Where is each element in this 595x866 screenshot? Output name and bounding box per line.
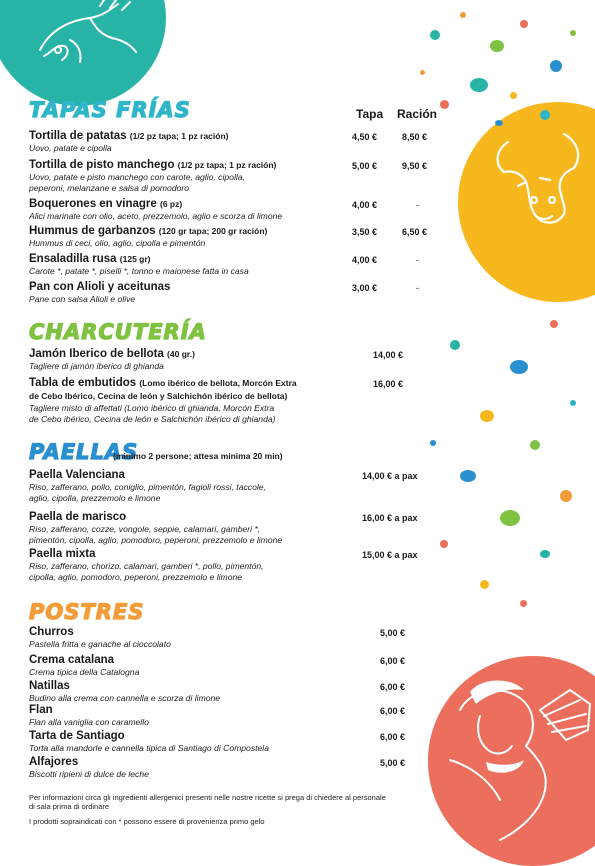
item-description: Riso, zafferano, cozze, vongole, seppie, calamari, gamberi *, bbox=[29, 524, 261, 534]
item-name: Natillas bbox=[29, 680, 70, 692]
price-tapa: 3,00 € bbox=[352, 283, 378, 293]
item-name: Paella mixta bbox=[29, 548, 96, 560]
item-description: Budino alla crema con cannella e scorza di limone bbox=[29, 693, 221, 703]
section-title-paellas: PAELLAS bbox=[29, 440, 139, 464]
menu-item bbox=[29, 511, 349, 545]
price-racion: - bbox=[416, 200, 419, 210]
price: 6,00 € bbox=[380, 656, 406, 666]
paint-splash-decoration bbox=[410, 300, 595, 620]
allergen-note: Per informazioni circa gli ingredienti allergenici presenti nelle nostre ricette si prega di chiedere al personale bbox=[29, 793, 386, 802]
item-description: Riso, zafferano, pollo, coniglio, pimentón, fagioli rossi, taccole, bbox=[29, 482, 266, 492]
menu-item bbox=[29, 756, 349, 780]
column-header-racion: Ración bbox=[397, 107, 438, 121]
item-note: (Lomo ibérico de bellota, Morcón Extra bbox=[139, 378, 297, 388]
item-name: Churros bbox=[29, 626, 74, 638]
menu-item bbox=[29, 680, 349, 704]
item-description: Tagliere di jamón iberico di ghianda bbox=[29, 361, 164, 371]
menu-item bbox=[29, 253, 349, 277]
item-name: Tortilla de pisto manchego bbox=[29, 159, 175, 171]
menu-item bbox=[29, 159, 349, 193]
item-name: Paella de marisco bbox=[29, 511, 127, 523]
menu-item bbox=[29, 281, 349, 305]
price: 14,00 € bbox=[373, 350, 404, 360]
price-racion: - bbox=[416, 283, 419, 293]
item-description: Tagliere misto di affettati (Lomo ibérico di ghianda, Morcón Extra bbox=[29, 403, 275, 413]
price-racion: 8,50 € bbox=[402, 132, 428, 142]
item-description: Uovo, patate e cipolla bbox=[29, 143, 112, 153]
menu-item bbox=[29, 225, 349, 249]
price: 6,00 € bbox=[380, 732, 406, 742]
allergen-note: di sala prima di ordinare bbox=[29, 802, 110, 811]
price: 14,00 € a pax bbox=[362, 471, 418, 481]
menu-item bbox=[29, 377, 369, 424]
menu-item bbox=[29, 704, 349, 728]
price-tapa: 5,00 € bbox=[352, 161, 378, 171]
price: 16,00 € a pax bbox=[362, 513, 418, 523]
item-description: pimentón, cipolla, aglio, pomodoro, peperoni, prezzemolo e limone bbox=[29, 534, 283, 545]
section-title-postres: POSTRES bbox=[29, 600, 145, 624]
item-description: Pastella fritta e ganache al cioccolato bbox=[29, 639, 171, 649]
item-name: Alfajores bbox=[29, 756, 79, 768]
item-note: (120 gr tapa; 200 gr ración) bbox=[158, 226, 268, 236]
price-racion: 6,50 € bbox=[402, 227, 428, 237]
item-note: de Cebo Ibérico, Cecina de león y Salchichón ibérico de bellota) bbox=[29, 391, 288, 401]
menu-item bbox=[29, 348, 349, 372]
column-header-tapa: Tapa bbox=[356, 107, 384, 121]
paellas-subtitle: (minimo 2 persone; attesa minima 20 min) bbox=[113, 451, 283, 461]
menu-item bbox=[29, 626, 349, 650]
price: 16,00 € bbox=[373, 379, 404, 389]
menu-item bbox=[29, 548, 349, 582]
item-note: (1/2 pz tapa; 1 pz ración) bbox=[177, 160, 277, 170]
price-racion: 9,50 € bbox=[402, 161, 428, 171]
item-name: Hummus de garbanzos bbox=[29, 225, 156, 237]
menu-item bbox=[29, 130, 349, 154]
menu-item bbox=[29, 469, 349, 503]
item-name: Pan con Alioli y aceitunas bbox=[29, 281, 171, 293]
horse-head-icon bbox=[30, 0, 150, 72]
item-name: Paella Valenciana bbox=[29, 469, 125, 481]
item-name: Tarta de Santiago bbox=[29, 730, 125, 742]
item-description: aglio, cipolla, prezzemolo e limone bbox=[29, 492, 161, 503]
price-tapa: 3,50 € bbox=[352, 227, 378, 237]
item-name: Ensaladilla rusa bbox=[29, 253, 117, 265]
price: 6,00 € bbox=[380, 682, 406, 692]
item-description: Flan alla vaniglia con caramello bbox=[29, 717, 149, 727]
item-note: (1/2 pz tapa; 1 pz ración) bbox=[129, 131, 229, 141]
flamenco-dancer-icon bbox=[440, 670, 595, 842]
price: 5,00 € bbox=[380, 758, 406, 768]
menu-item bbox=[29, 198, 349, 222]
price-tapa: 4,00 € bbox=[352, 255, 378, 265]
price: 6,00 € bbox=[380, 706, 406, 716]
item-description: Torta alla mandorle e cannella tipica di Santiago di Compostela bbox=[29, 743, 269, 753]
price-tapa: 4,00 € bbox=[352, 200, 378, 210]
menu-item bbox=[29, 654, 349, 678]
item-note: (125 gr) bbox=[119, 254, 151, 264]
item-description: Crema tipica della Catalogna bbox=[29, 667, 140, 677]
item-name: Flan bbox=[29, 704, 53, 716]
item-description: peperoni, melanzane e salsa di pomodoro bbox=[29, 182, 190, 193]
frozen-products-note: I prodotti sopraindicati con * possono essere di provenienza primo gelo bbox=[29, 817, 265, 826]
item-description: Uovo, patate e pisto manchego con carote, aglio, cipolla, bbox=[29, 172, 245, 182]
price: 5,00 € bbox=[380, 628, 406, 638]
item-description: Pane con salsa Alioli e olive bbox=[29, 294, 136, 304]
item-note: (40 gr.) bbox=[167, 349, 195, 359]
item-description: Carote *, patate *, piselli *, tonno e maionese fatta in casa bbox=[29, 266, 249, 276]
item-description: Alici marinate con olio, aceto, prezzemolo, aglio e scorza di limone bbox=[29, 211, 283, 221]
item-name: Jamón Iberico de bellota bbox=[29, 348, 164, 360]
price: 15,00 € a pax bbox=[362, 550, 418, 560]
item-description: Riso, zafferano, chorizo, calamari, gamberi *, pollo, pimentón, bbox=[29, 561, 264, 571]
item-name: Crema catalana bbox=[29, 654, 115, 666]
item-note: (6 pz) bbox=[160, 199, 183, 209]
price-tapa: 4,50 € bbox=[352, 132, 378, 142]
price-racion: - bbox=[416, 255, 419, 265]
item-name: Tortilla de patatas bbox=[29, 130, 127, 142]
section-title-tapas: TAPAS FRÍAS bbox=[29, 98, 191, 122]
item-description: cipolla, aglio, pomodoro, peperoni, prezzemolo e limone bbox=[29, 571, 243, 582]
section-title-charcuteria: CHARCUTERÍA bbox=[29, 320, 207, 344]
item-description: Biscotti ripieni di dulce de leche bbox=[29, 769, 149, 779]
item-description: Hummus di ceci, olio, aglio, cipolla e pimentón bbox=[29, 238, 206, 248]
menu-item bbox=[29, 730, 349, 754]
item-description: de Cebo ibérico, Cecina de león e Salchichón ibérico di ghianda) bbox=[29, 413, 276, 424]
item-name: Boquerones en vinagre bbox=[29, 198, 157, 210]
item-name: Tabla de embutidos bbox=[29, 377, 137, 389]
